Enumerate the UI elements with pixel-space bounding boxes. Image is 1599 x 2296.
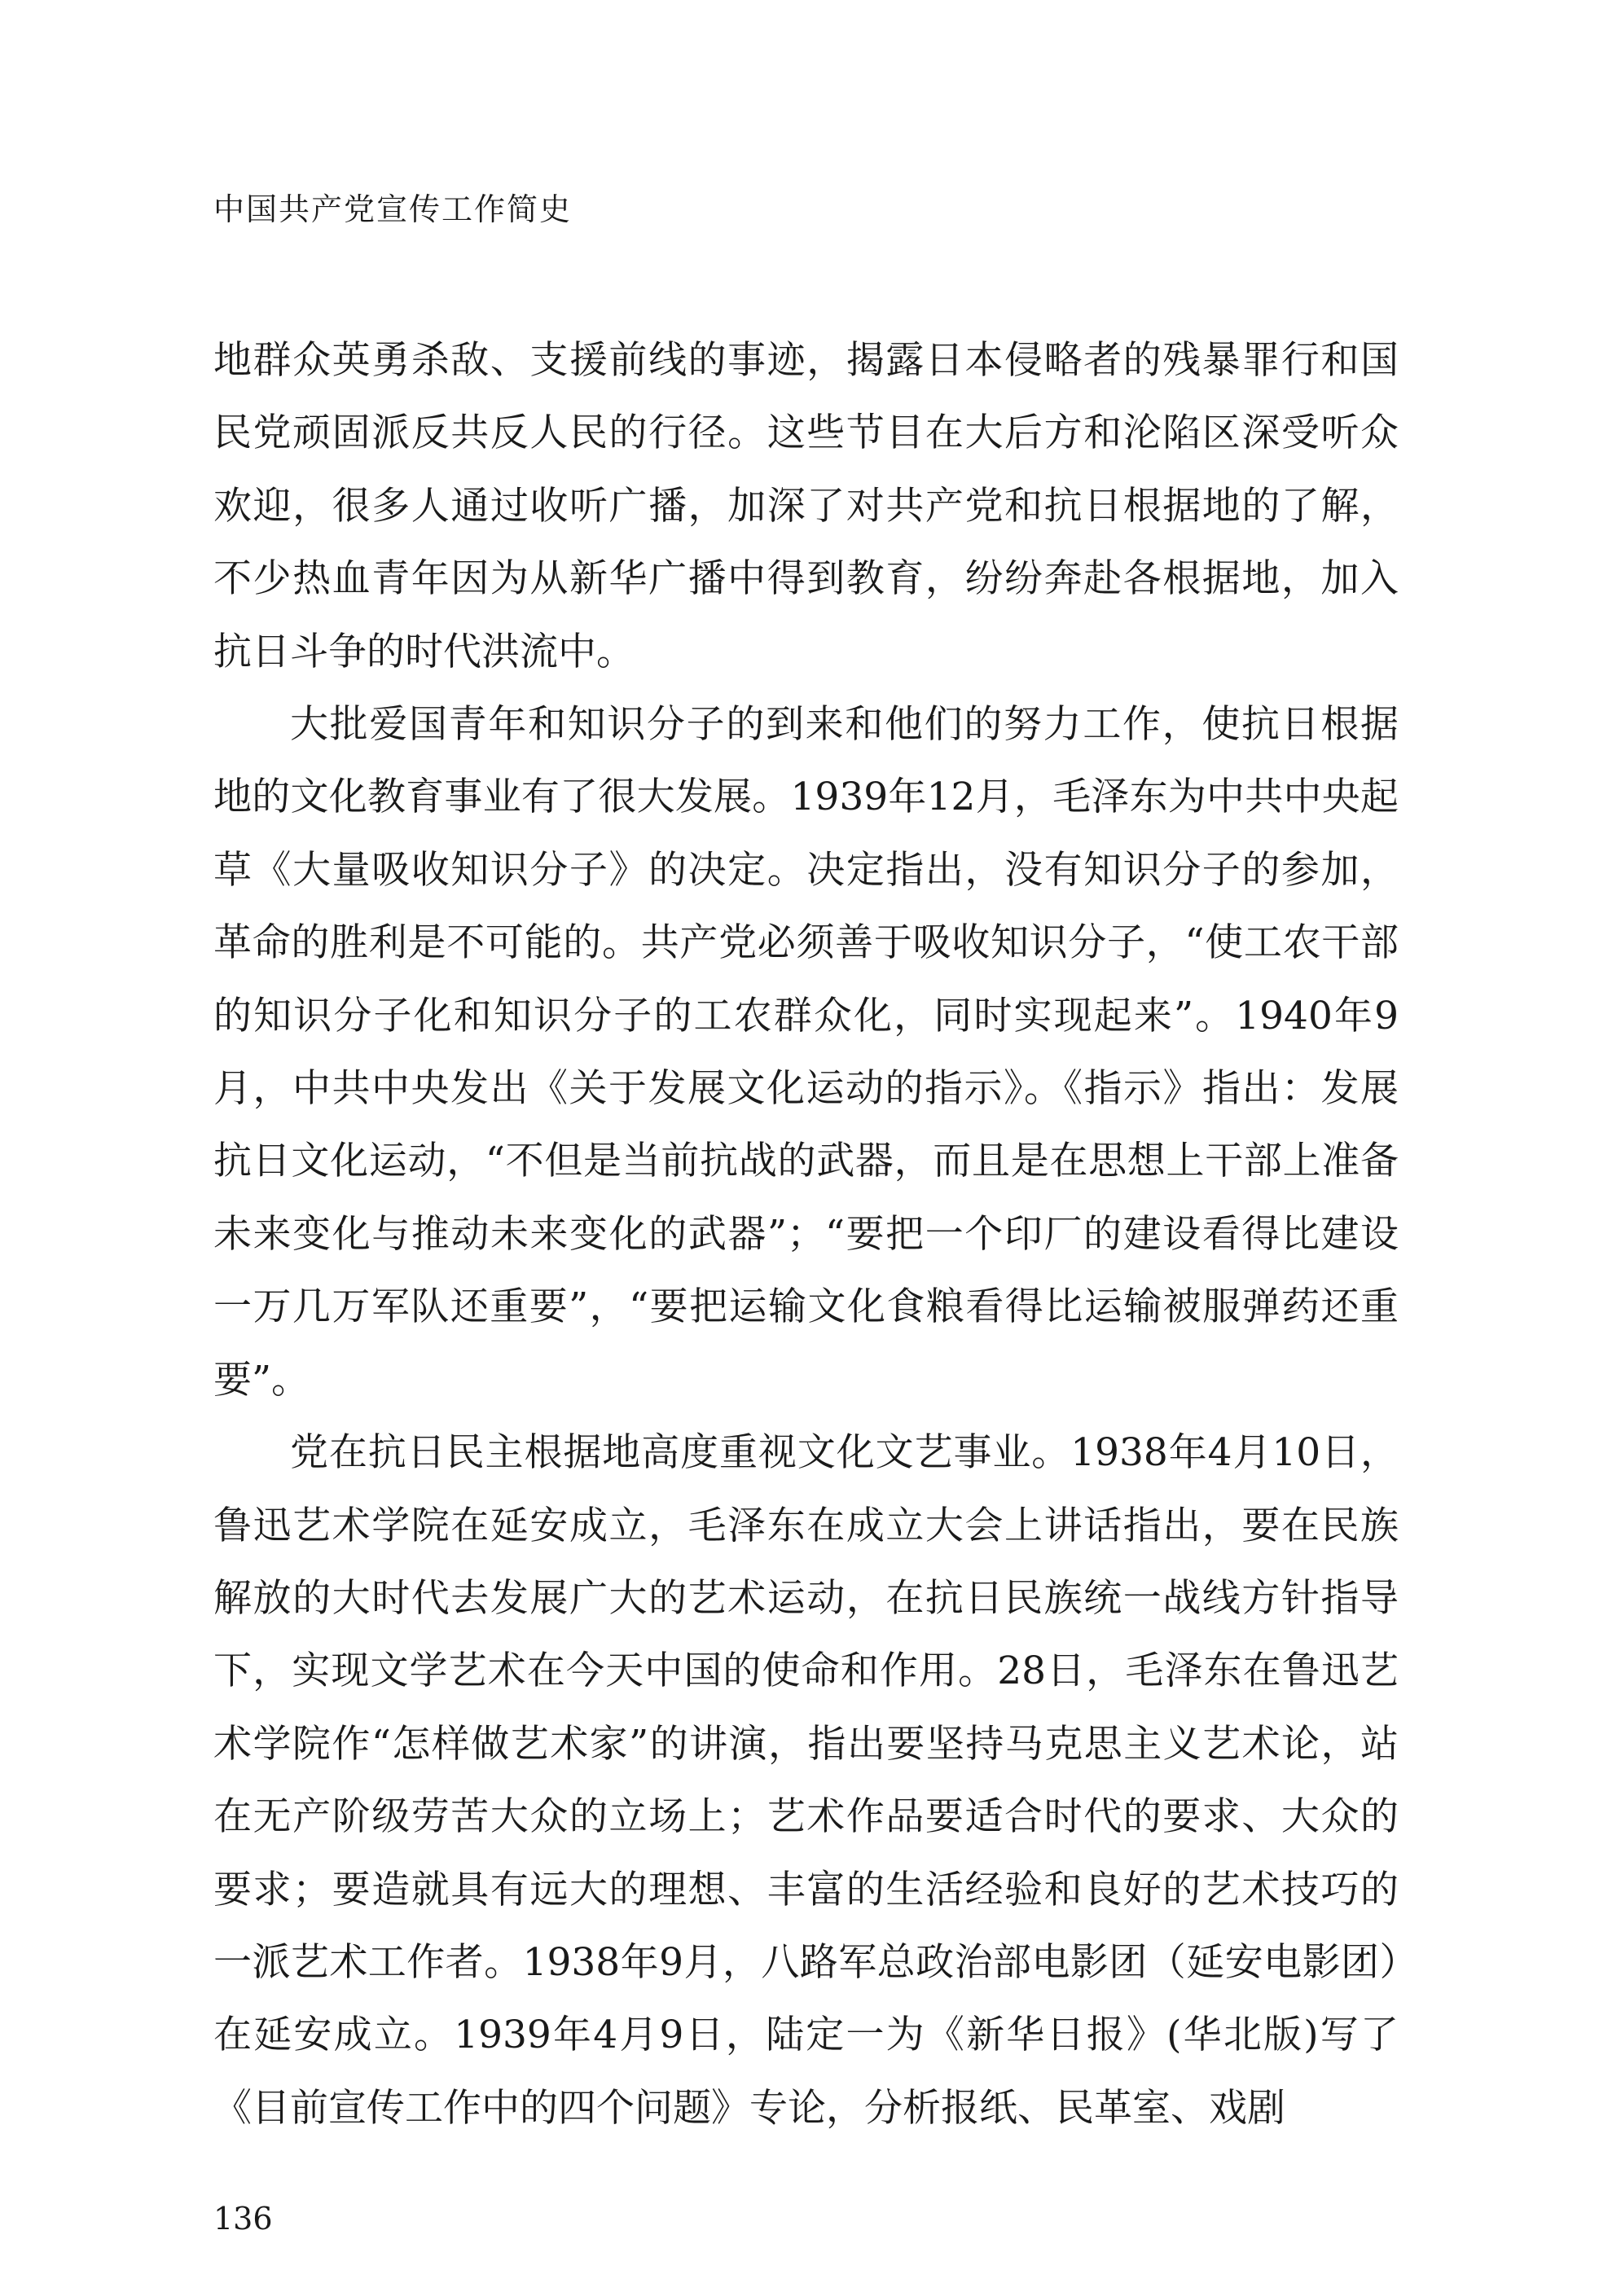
paragraph-continued: 地群众英勇杀敌、支援前线的事迹，揭露日本侵略者的残暴罪行和国民党顽固派反共反人民的行径。这些节目在大后方和沦陷区深受听众欢迎，很多人通过收听广播，加深了对共产党和抗日根据地的了解，不少热血青年因为从新华广播中得到教育，纷纷奔赴各根据地，加入抗日斗争的时代洪流中。: [213, 338, 1399, 674]
paragraph-culture-arts: 党在抗日民主根据地高度重视文化文艺事业。1938年4月10日，鲁迅艺术学院在延安成立，毛泽东在成立大会上讲话指出，要在民族解放的大时代去发展广大的艺术运动，在抗日民族统一战线方针指导下，实现文学艺术在今天中国的使命和作用。28日，毛泽东在鲁迅艺术学院作“怎样做艺术家”的讲演，指出要坚持马克思主义艺术论，站在无产阶级劳苦大众的立场上；艺术作品要适合时代的要求、大众的要求；要造就具有远大的理想、丰富的生活经验和良好的艺术技巧的一派艺术工作者。1938年9月，八路军总政治部电影团（延安电影团）在延安成立。1939年4月9日，陆定一为《新华日报》(华北版)写了《目前宣传工作中的四个问题》专论，分析报纸、民革室、戏剧: [213, 1430, 1399, 2131]
body-text: [213, 324, 1399, 2145]
page-number: 136: [213, 2201, 273, 2237]
paragraph-intellectuals: 大批爱国青年和知识分子的到来和他们的努力工作，使抗日根据地的文化教育事业有了很大发展。1939年12月，毛泽东为中共中央起草《大量吸收知识分子》的决定。决定指出，没有知识分子的参加，革命的胜利是不可能的。共产党必须善于吸收知识分子，“使工农干部的知识分子化和知识分子的工农群众化，同时实现起来”。1940年9月，中共中央发出《关于发展文化运动的指示》。《指示》指出：发展抗日文化运动，“不但是当前抗战的武器，而且是在思想上干部上准备未来变化与推动未来变化的武器”；“要把一个印厂的建设看得比建设一万几万军队还重要”，“要把运输文化食粮看得比运输被服弹药还重要”。: [213, 702, 1399, 1403]
running-header-book-title: 中国共产党宣传工作简史: [213, 191, 573, 227]
